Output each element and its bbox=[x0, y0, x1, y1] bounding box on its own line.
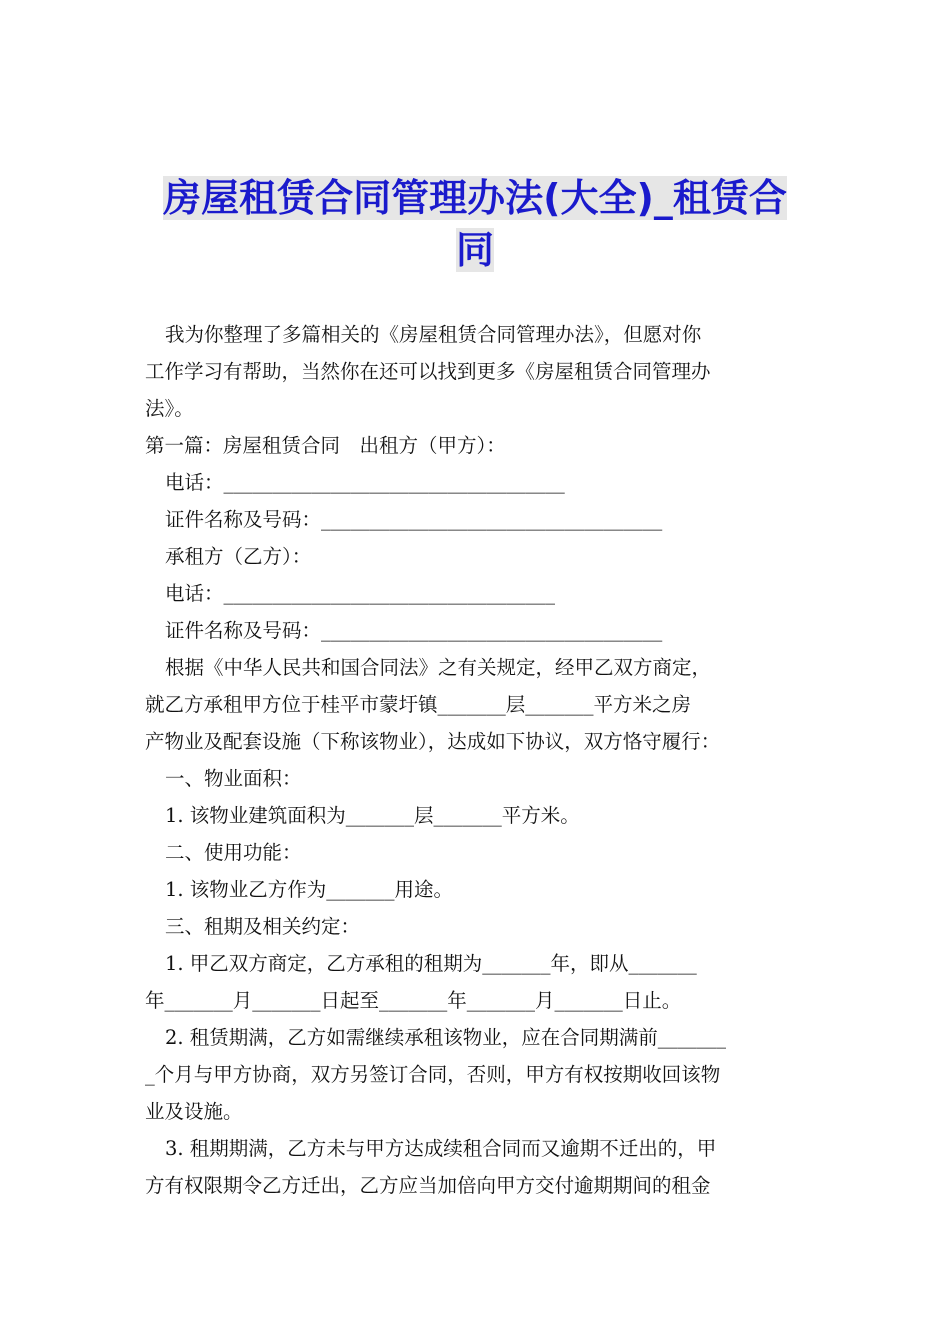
body-line: 1. 甲乙双方商定，乙方承租的租期为_______年，即从_______ bbox=[165, 952, 697, 975]
title-line-2: 同 bbox=[455, 228, 494, 272]
section-heading: 二、使用功能： bbox=[165, 841, 302, 864]
body-line: 就乙方承租甲方位于桂平市蒙圩镇_______层_______平方米之房 bbox=[145, 693, 692, 716]
body-line: 我为你整理了多篇相关的《房屋租赁合同管理办法》，但愿对你 bbox=[165, 323, 702, 346]
body-line: 承租方（乙方）： bbox=[165, 545, 312, 568]
body-line: 电话：__________________________________ bbox=[165, 582, 556, 605]
section-heading: 三、租期及相关约定： bbox=[165, 915, 361, 938]
body-line: 1. 该物业乙方作为_______用途。 bbox=[165, 878, 454, 901]
body-line: 产物业及配套设施（下称该物业），达成如下协议，双方恪守履行： bbox=[145, 730, 721, 753]
body-line: 法》。 bbox=[145, 397, 194, 420]
body-line: 证件名称及号码：___________________________________ bbox=[165, 508, 663, 531]
title-line-1: 房屋租赁合同管理办法(大全)_租赁合 bbox=[163, 176, 787, 220]
body-line: _个月与甲方协商，双方另签订合同，否则，甲方有权按期收回该物 bbox=[145, 1063, 721, 1086]
document-title bbox=[150, 172, 800, 276]
body-line: 电话：___________________________________ bbox=[165, 471, 565, 494]
document-body bbox=[145, 316, 810, 1204]
body-line: 方有权限期令乙方迁出，乙方应当加倍向甲方交付逾期期间的租金 bbox=[145, 1174, 711, 1197]
body-line: 1. 该物业建筑面积为_______层_______平方米。 bbox=[165, 804, 580, 827]
body-line: 年_______月_______日起至_______年_______月_______日止。 bbox=[145, 989, 682, 1012]
body-line: 证件名称及号码：___________________________________ bbox=[165, 619, 663, 642]
section-heading: 一、物业面积： bbox=[165, 767, 302, 790]
body-line: 3. 租期期满，乙方未与甲方达成续租合同而又逾期不迁出的，甲 bbox=[165, 1137, 717, 1160]
body-line: 2. 租赁期满，乙方如需继续承租该物业，应在合同期满前_______ bbox=[165, 1026, 727, 1049]
body-line: 根据《中华人民共和国合同法》之有关规定，经甲乙双方商定， bbox=[165, 656, 712, 679]
body-line: 第一篇：房屋租赁合同 出租方（甲方）： bbox=[145, 434, 506, 457]
body-line: 业及设施。 bbox=[145, 1100, 243, 1123]
body-line: 工作学习有帮助，当然你在还可以找到更多《房屋租赁合同管理办 bbox=[145, 360, 711, 383]
